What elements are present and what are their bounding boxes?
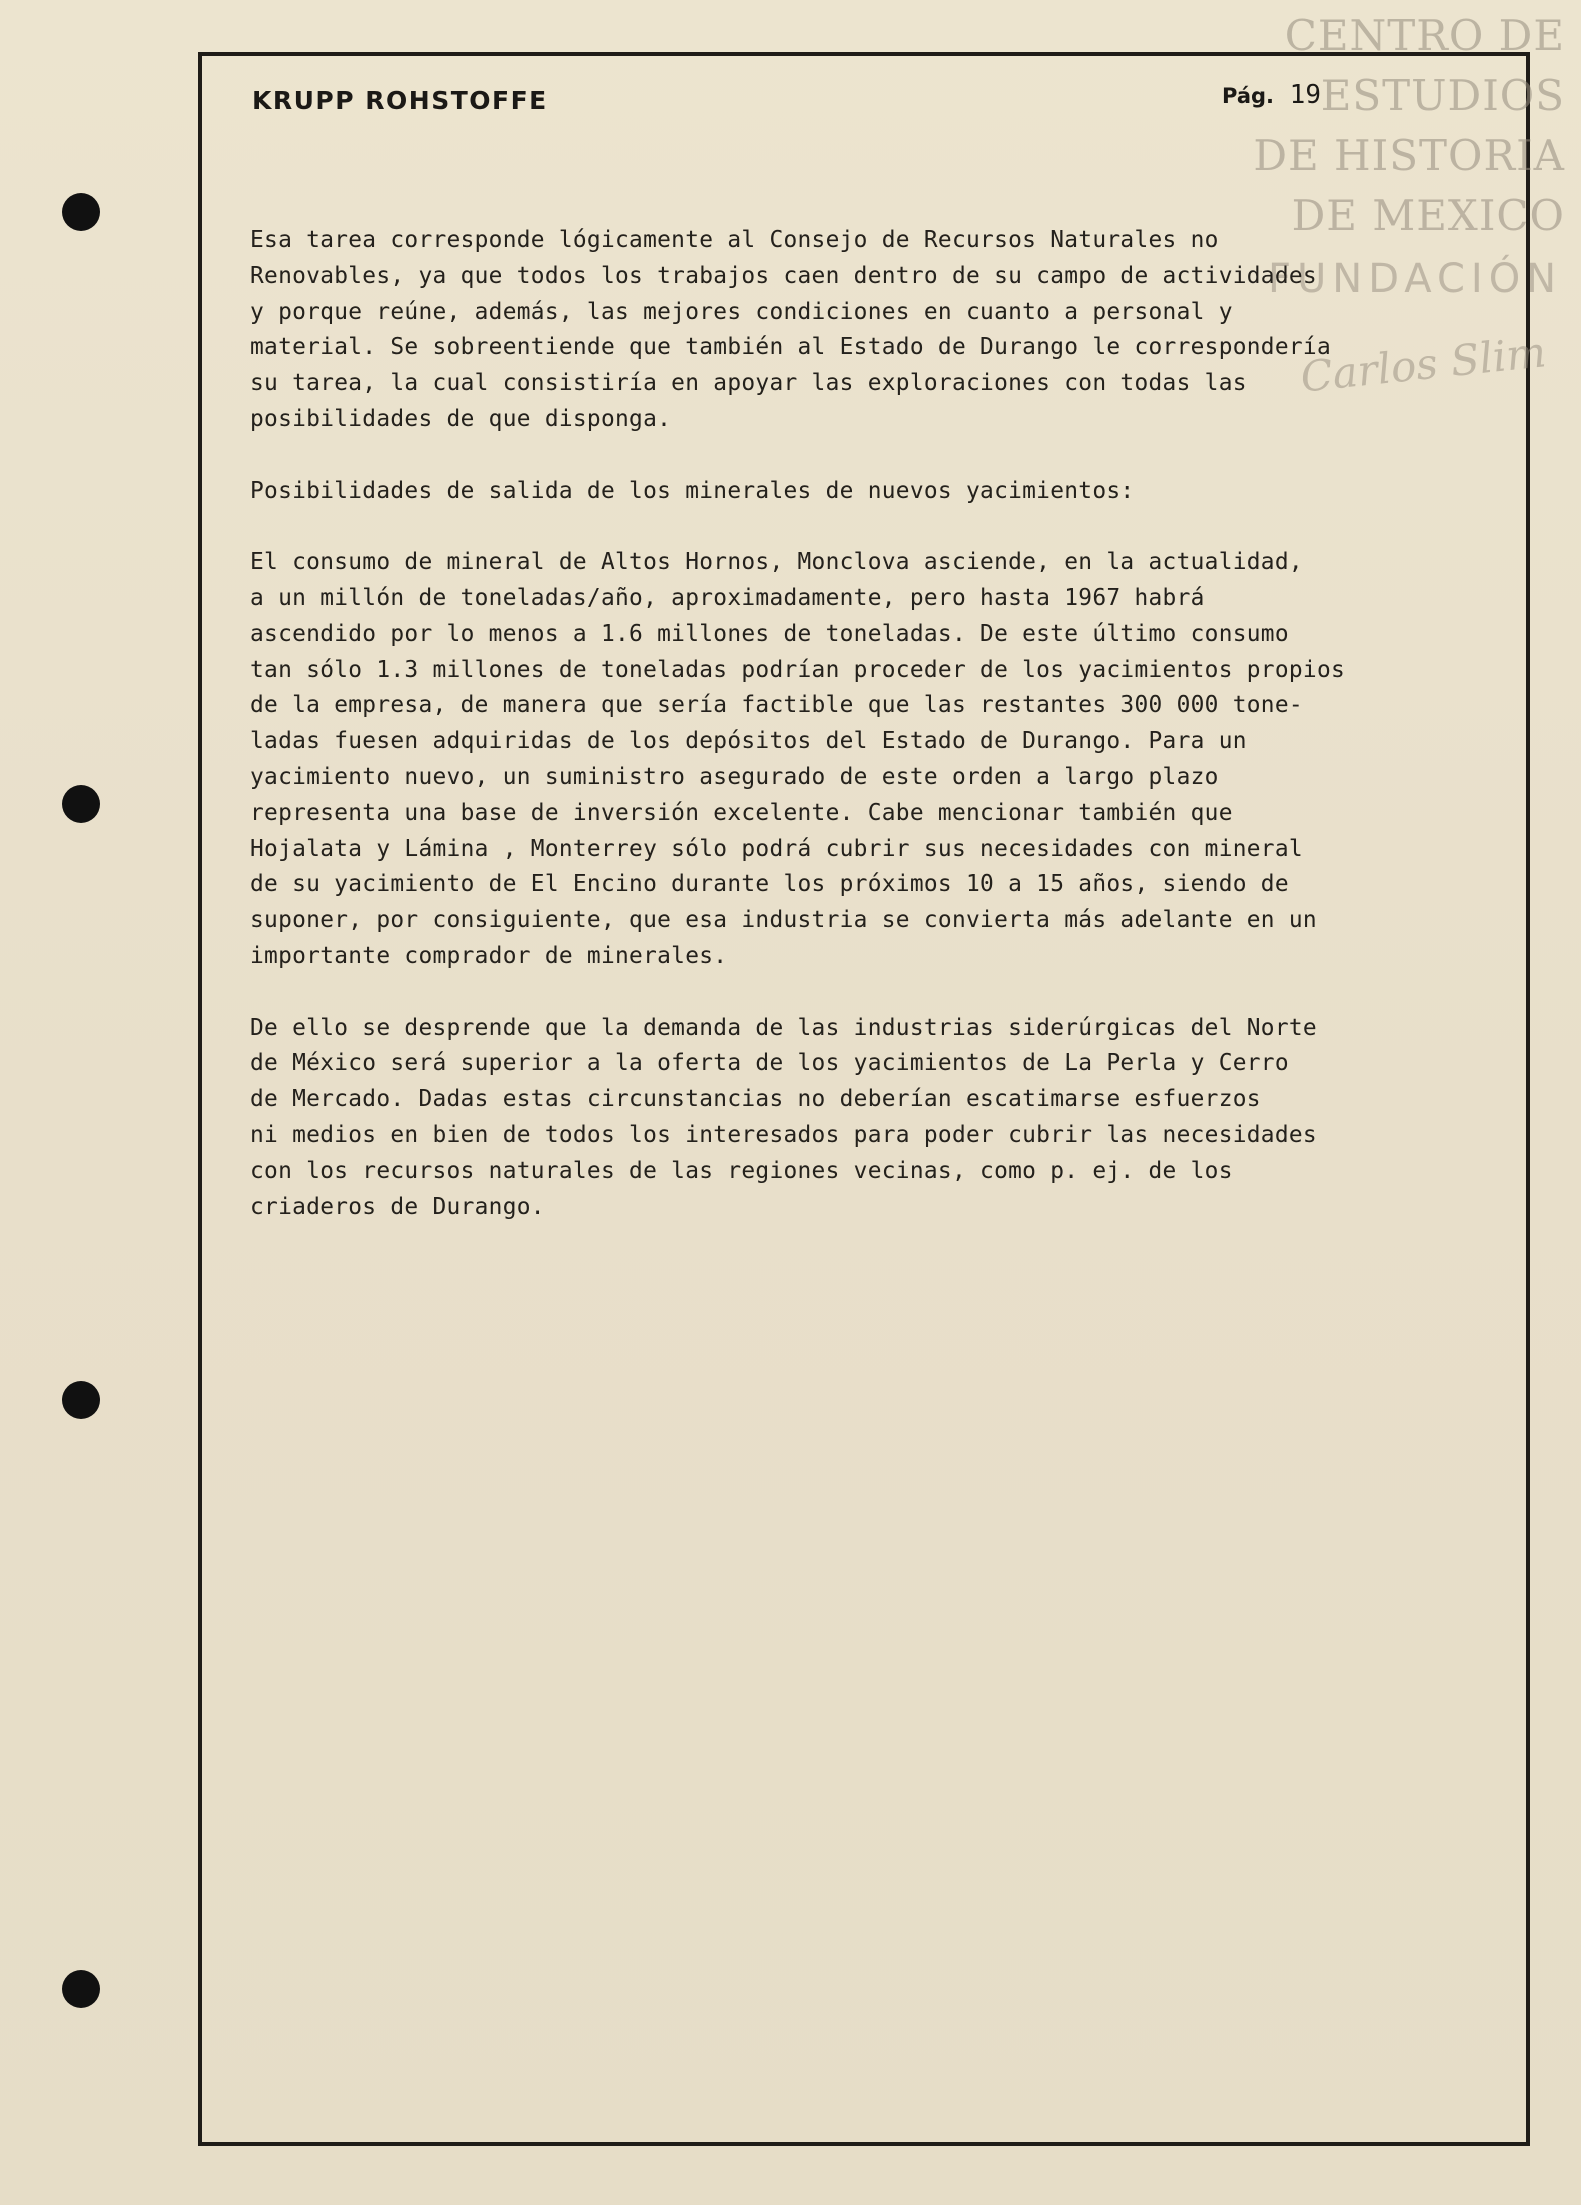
paragraph [250,544,1540,974]
text-line: ladas fuesen adquiridas de los depósitos del Estado de Durango. Para un [250,727,1247,755]
text-line: y porque reúne, además, las mejores condiciones en cuanto a personal y [250,297,1233,325]
watermark-line: CENTRO DE [1284,11,1565,60]
page-number: 19 [1289,80,1321,110]
paragraph [250,473,1540,509]
watermark-signature: Carlos Slim [1298,327,1549,402]
watermark-line: DE HISTORIA [1253,131,1565,180]
binder-hole [62,785,100,823]
page-number-label [1222,80,1321,110]
watermark-line: ESTUDIOS [1320,71,1565,120]
text-line: suponer, por consiguiente, que esa industria se convierta más adelante en un [250,906,1317,934]
text-line: Renovables, ya que todos los trabajos caen dentro de su campo de actividades [250,261,1317,289]
text-line: a un millón de toneladas/año, aproximadamente, pero hasta 1967 habrá [250,583,1205,611]
text-line: material. Se sobreentiende que también al Estado de Durango le correspondería [250,333,1332,361]
archive-watermark [1253,6,1565,246]
paragraph [250,1010,1540,1225]
binder-hole [62,1970,100,2008]
text-line: de México será superior a la oferta de los yacimientos de La Perla y Cerro [250,1049,1289,1077]
paragraph [250,222,1540,437]
company-header: KRUPP ROHSTOFFE [252,86,548,115]
text-line: su tarea, la cual consistiría en apoyar las exploraciones con todas las [250,369,1247,397]
text-line: tan sólo 1.3 millones de toneladas podrían proceder de los yacimientos propios [250,655,1346,683]
text-line: importante comprador de minerales. [250,941,728,969]
text-line: yacimiento nuevo, un suministro asegurado de este orden a largo plazo [250,762,1219,790]
text-line: De ello se desprende que la demanda de las industrias siderúrgicas del Norte [250,1013,1317,1041]
watermark-line: DE MEXICO [1291,191,1565,240]
binder-hole [62,193,100,231]
text-line: Posibilidades de salida de los minerales de nuevos yacimientos: [250,476,1135,504]
text-line: ni medios en bien de todos los interesados para poder cubrir las necesidades [250,1120,1317,1148]
text-line: representa una base de inversión excelente. Cabe mencionar también que [250,798,1233,826]
text-line: Hojalata y Lámina , Monterrey sólo podrá cubrir sus necesidades con mineral [250,834,1303,862]
text-line: de Mercado. Dadas estas circunstancias no deberían escatimarse esfuerzos [250,1085,1261,1113]
document-body [250,222,1540,1224]
text-line: de la empresa, de manera que sería factible que las restantes 300 000 tone- [250,691,1303,719]
page-label: Pág. [1222,84,1275,108]
text-line: posibilidades de que disponga. [250,404,672,432]
text-line: de su yacimiento de El Encino durante los próximos 10 a 15 años, siendo de [250,870,1289,898]
text-line: criaderos de Durango. [250,1192,545,1220]
binder-hole [62,1381,100,1419]
watermark-foundation: FUNDACIÓN [1268,256,1563,302]
text-line: El consumo de mineral de Altos Hornos, Monclova asciende, en la actualidad, [250,548,1303,576]
text-line: ascendido por lo menos a 1.6 millones de toneladas. De este último consumo [250,619,1289,647]
text-line: Esa tarea corresponde lógicamente al Consejo de Recursos Naturales no [250,226,1219,253]
text-line: con los recursos naturales de las regiones vecinas, como p. ej. de los [250,1156,1233,1184]
